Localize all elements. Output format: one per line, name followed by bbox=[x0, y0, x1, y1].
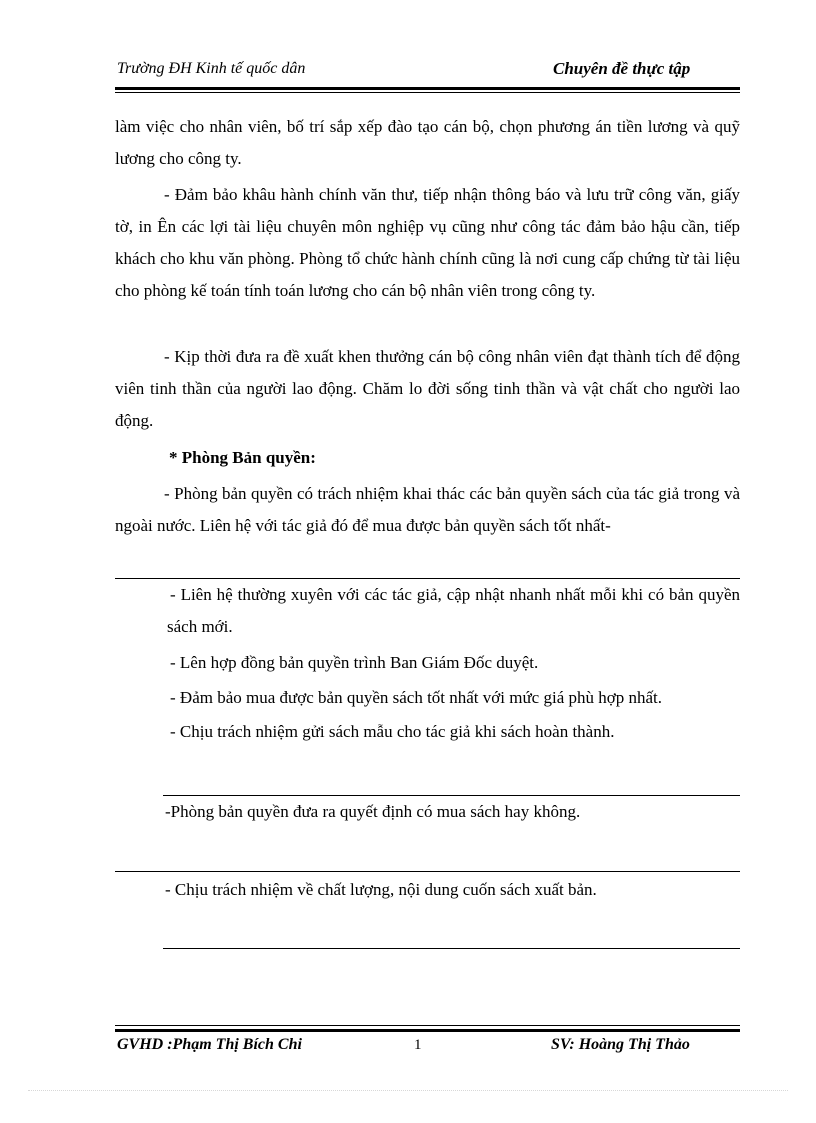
separator-line bbox=[163, 948, 740, 949]
footer-rule-thin bbox=[115, 1025, 740, 1026]
list-item-2: - Lên hợp đồng bản quyền trình Ban Giám Đốc duyệt. bbox=[170, 653, 539, 672]
header-rule-thick bbox=[115, 87, 740, 90]
footer-student: SV: Hoàng Thị Thảo bbox=[551, 1036, 690, 1053]
list-item-5: -Phòng bản quyền đưa ra quyết định có mua sách hay không. bbox=[165, 802, 581, 821]
list-item-6: - Chịu trách nhiệm về chất lượng, nội dung cuốn sách xuất bản. bbox=[165, 880, 597, 899]
list-item-3: - Đảm bảo mua được bản quyền sách tốt nhất với mức giá phù hợp nhất. bbox=[170, 688, 663, 707]
page-number: 1 bbox=[414, 1037, 422, 1053]
footer-supervisor: GVHD :Phạm Thị Bích Chi bbox=[117, 1036, 302, 1053]
paragraph-3: - Kịp thời đưa ra đề xuất khen thưởng cán bộ công nhân viên đạt thành tích để động viên tinh thần của người lao động. Chăm lo đời sống tinh thần và vật chất cho người lao động. bbox=[115, 347, 740, 430]
paragraph-1: làm việc cho nhân viên, bố trí sắp xếp đào tạo cán bộ, chọn phương án tiền lương và quỹ lương cho công ty. bbox=[115, 117, 740, 168]
list-item-1: - Liên hệ thường xuyên với các tác giả, cập nhật nhanh nhất mỗi khi có bản quyền sách mới. bbox=[167, 585, 740, 636]
footer-rule-thick bbox=[115, 1029, 740, 1032]
header-school: Trường ĐH Kinh tế quốc dân bbox=[117, 60, 306, 77]
paragraph-4: - Phòng bản quyền có trách nhiệm khai thác các bản quyền sách của tác giả trong và ngoài nước. Liên hệ với tác giả đó để mua được bản quyền sách tốt nhất- bbox=[115, 484, 740, 535]
header-rule-thin bbox=[115, 92, 740, 93]
separator-line bbox=[115, 871, 740, 872]
page-bottom-dotted-line bbox=[28, 1090, 788, 1091]
header-title: Chuyên đề thực tập bbox=[553, 59, 691, 78]
list-item-4: - Chịu trách nhiệm gửi sách mẫu cho tác giả khi sách hoàn thành. bbox=[170, 722, 615, 741]
subheading-copyright-dept: * Phòng Bản quyền: bbox=[169, 448, 316, 467]
paragraph-2: - Đảm bảo khâu hành chính văn thư, tiếp nhận thông báo và lưu trữ công văn, giấy tờ, in Ên các lợi tài liệu chuyên môn nghiệp vụ cũng như công tác đảm bảo hậu cần, tiếp khách cho khu văn phòng. Phòng tổ chức hành chính cũng là nơi cung cấp chứng từ tài liệu cho phòng kế toán tính toán lương cho cán bộ nhân viên trong công ty. bbox=[115, 185, 740, 300]
